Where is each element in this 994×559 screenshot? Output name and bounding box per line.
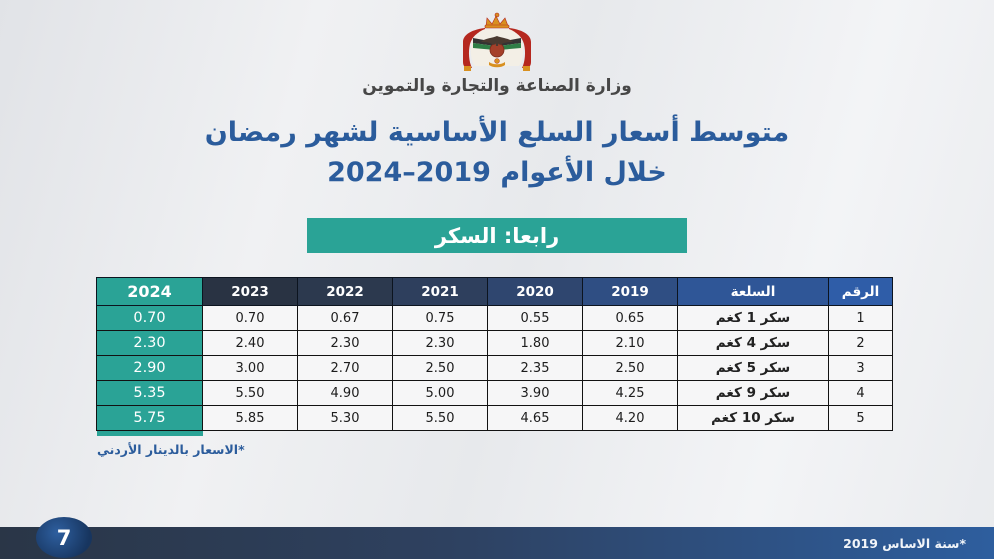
ministry-name: وزارة الصناعة والتجارة والتموين — [362, 76, 632, 96]
price-cell-2024: 2.90 — [97, 356, 203, 381]
price-cell-2021: 5.50 — [393, 406, 488, 431]
currency-footnote: *الاسعار بالدينار الأردني — [97, 442, 245, 457]
price-cell-2024: 2.30 — [97, 331, 203, 356]
row-number-cell: 5 — [829, 406, 893, 431]
commodity-cell: سكر 5 كغم — [678, 356, 829, 381]
price-cell-2020: 0.55 — [488, 306, 583, 331]
section-banner-label: رابعا: السكر — [434, 223, 560, 248]
row-number-cell: 1 — [829, 306, 893, 331]
footer-bar — [0, 527, 994, 559]
table-row — [97, 356, 893, 381]
column-header-commodity: السلعة — [678, 278, 829, 306]
price-cell-2022: 2.30 — [298, 331, 393, 356]
price-cell-2020: 4.65 — [488, 406, 583, 431]
table-row — [97, 406, 893, 431]
commodity-cell: سكر 4 كغم — [678, 331, 829, 356]
price-cell-2019: 2.10 — [583, 331, 678, 356]
row-number-cell: 4 — [829, 381, 893, 406]
price-cell-2023: 2.40 — [203, 331, 298, 356]
column-header-2021: 2021 — [393, 278, 488, 306]
price-cell-2024: 5.75 — [97, 406, 203, 431]
row-number-cell: 2 — [829, 331, 893, 356]
column-header-2019: 2019 — [583, 278, 678, 306]
table-row — [97, 381, 893, 406]
price-cell-2022: 5.30 — [298, 406, 393, 431]
price-cell-2021: 0.75 — [393, 306, 488, 331]
commodity-cell: سكر 10 كغم — [678, 406, 829, 431]
price-cell-2022: 0.67 — [298, 306, 393, 331]
commodity-cell: سكر 1 كغم — [678, 306, 829, 331]
column-header-2023: 2023 — [203, 278, 298, 306]
price-cell-2023: 3.00 — [203, 356, 298, 381]
price-cell-2020: 1.80 — [488, 331, 583, 356]
title-line-2: خلال الأعوام 2019–2024 — [327, 157, 667, 188]
price-cell-2021: 2.30 — [393, 331, 488, 356]
price-cell-2020: 2.35 — [488, 356, 583, 381]
price-cell-2020: 3.90 — [488, 381, 583, 406]
price-cell-2021: 2.50 — [393, 356, 488, 381]
column-header-2022: 2022 — [298, 278, 393, 306]
price-cell-2019: 4.20 — [583, 406, 678, 431]
prices-table-container — [97, 277, 893, 431]
row-number-cell: 3 — [829, 356, 893, 381]
commodity-cell: سكر 9 كغم — [678, 381, 829, 406]
column-header-number: الرقم — [829, 278, 893, 306]
coat-of-arms-icon — [439, 12, 555, 76]
price-cell-2022: 4.90 — [298, 381, 393, 406]
page-number-badge: 7 — [36, 517, 92, 558]
base-year-note: *سنة الاساس 2019 — [843, 535, 966, 551]
price-cell-2024: 0.70 — [97, 306, 203, 331]
section-banner — [307, 218, 687, 253]
column-header-2020: 2020 — [488, 278, 583, 306]
prices-table — [96, 277, 893, 431]
price-cell-2021: 5.00 — [393, 381, 488, 406]
price-cell-2023: 5.85 — [203, 406, 298, 431]
table-row — [97, 331, 893, 356]
page-title — [0, 113, 994, 193]
price-cell-2019: 2.50 — [583, 356, 678, 381]
price-cell-2023: 0.70 — [203, 306, 298, 331]
teal-column-tail — [97, 431, 203, 436]
price-cell-2019: 0.65 — [583, 306, 678, 331]
price-cell-2024: 5.35 — [97, 381, 203, 406]
price-cell-2019: 4.25 — [583, 381, 678, 406]
column-header-2024: 2024 — [97, 278, 203, 306]
price-cell-2023: 5.50 — [203, 381, 298, 406]
price-cell-2022: 2.70 — [298, 356, 393, 381]
table-header-row — [97, 278, 893, 306]
jordan-coat-of-arms-logo — [439, 12, 555, 80]
table-row — [97, 306, 893, 331]
title-line-1: متوسط أسعار السلع الأساسية لشهر رمضان — [204, 117, 790, 148]
